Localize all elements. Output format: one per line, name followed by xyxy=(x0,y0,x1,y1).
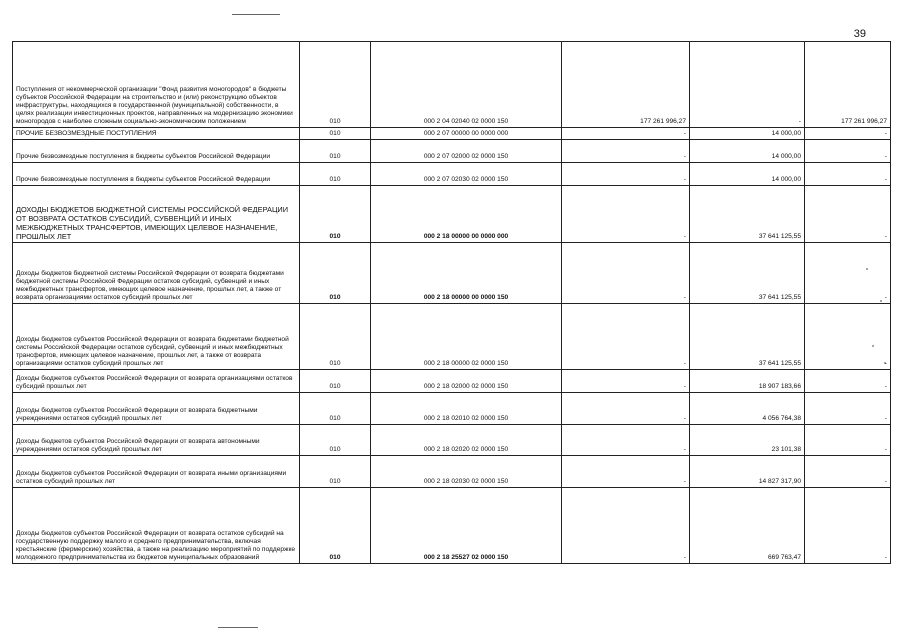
row-name: Доходы бюджетов субъектов Российской Федерации от возврата автономными учреждениями остатков субсидий прошлых лет xyxy=(13,425,300,456)
income-table xyxy=(12,41,891,564)
row-remainder: 177 261 996,27 xyxy=(805,42,891,128)
row-plan: - xyxy=(562,243,690,304)
row-fact: 669 763,47 xyxy=(690,488,805,564)
row-remainder: - xyxy=(805,243,891,304)
row-remainder: - xyxy=(805,304,891,370)
table-row xyxy=(13,42,891,128)
row-code: 010 xyxy=(300,488,371,564)
scan-artifact-line xyxy=(218,627,258,628)
row-plan: - xyxy=(562,304,690,370)
row-kbk: 000 2 18 00000 00 0000 000 xyxy=(371,186,562,243)
row-fact: 18 907 183,66 xyxy=(690,370,805,393)
row-code: 010 xyxy=(300,304,371,370)
table-row xyxy=(13,243,891,304)
row-kbk: 000 2 07 02000 02 0000 150 xyxy=(371,140,562,163)
row-name: Доходы бюджетов субъектов Российской Федерации от возврата остатков субсидий на государственную поддержку малого и среднего предпринимательства, включая крестьянские (фермерские) хозяйства, а также на реализацию мероприятий по поддержке молодежного предпринимательства из бюджетов муниципальных образований xyxy=(13,488,300,564)
row-code: 010 xyxy=(300,140,371,163)
row-code: 010 xyxy=(300,243,371,304)
row-plan: - xyxy=(562,425,690,456)
row-code: 010 xyxy=(300,186,371,243)
row-plan: 177 261 996,27 xyxy=(562,42,690,128)
row-plan: - xyxy=(562,186,690,243)
row-remainder: - xyxy=(805,425,891,456)
table-row xyxy=(13,128,891,140)
row-name: Поступления от некоммерческой организации "Фонд развития моногородов" в бюджеты субъектов Российской Федерации на строительство и (или) реконструкцию объектов инфраструктуры, находящихся в государственной (муниципальной) собственности, в целях реализации инвестиционных проектов, направленных на модернизацию экономики моногородов с наиболее сложным социально-экономическим положением xyxy=(13,42,300,128)
row-remainder: - xyxy=(805,488,891,564)
row-code: 010 xyxy=(300,456,371,488)
table-row xyxy=(13,304,891,370)
row-plan: - xyxy=(562,488,690,564)
row-name: Доходы бюджетов субъектов Российской Федерации от возврата иными организациями остатков субсидий прошлых лет xyxy=(13,456,300,488)
row-kbk: 000 2 18 02030 02 0000 150 xyxy=(371,456,562,488)
row-name: Доходы бюджетов бюджетной системы Российской Федерации от возврата бюджетами бюджетной системы Российской Федерации остатков субсидий, субвенций и иных межбюджетных трансфертов, имеющих целевое назначение, прошлых лет, а также от возврата организациями остатков субсидий прошлых лет xyxy=(13,243,300,304)
row-kbk: 000 2 18 02020 02 0000 150 xyxy=(371,425,562,456)
row-kbk: 000 2 07 02030 02 0000 150 xyxy=(371,163,562,186)
row-remainder: - xyxy=(805,456,891,488)
table-row xyxy=(13,140,891,163)
row-fact: 14 000,00 xyxy=(690,163,805,186)
row-name: Прочие безвозмездные поступления в бюджеты субъектов Российской Федерации xyxy=(13,140,300,163)
table-row xyxy=(13,393,891,425)
row-name: Доходы бюджетов субъектов Российской Федерации от возврата организациями остатков субсидий прошлых лет xyxy=(13,370,300,393)
row-plan: - xyxy=(562,128,690,140)
row-code: 010 xyxy=(300,163,371,186)
table-row xyxy=(13,488,891,564)
row-kbk: 000 2 18 02000 02 0000 150 xyxy=(371,370,562,393)
row-remainder: - xyxy=(805,186,891,243)
row-name: Прочие безвозмездные поступления в бюджеты субъектов Российской Федерации xyxy=(13,163,300,186)
row-code: 010 xyxy=(300,128,371,140)
row-fact: 37 641 125,55 xyxy=(690,186,805,243)
table-row xyxy=(13,425,891,456)
row-kbk: 000 2 18 00000 02 0000 150 xyxy=(371,304,562,370)
row-plan: - xyxy=(562,393,690,425)
row-fact: 14 827 317,90 xyxy=(690,456,805,488)
row-plan: - xyxy=(562,163,690,186)
row-plan: - xyxy=(562,140,690,163)
row-remainder: - xyxy=(805,393,891,425)
row-plan: - xyxy=(562,456,690,488)
table-row xyxy=(13,456,891,488)
row-name: ДОХОДЫ БЮДЖЕТОВ БЮДЖЕТНОЙ СИСТЕМЫ РОССИЙСКОЙ ФЕДЕРАЦИИ ОТ ВОЗВРАТА ОСТАТКОВ СУБСИДИЙ, СУБВЕНЦИЙ И ИНЫХ МЕЖБЮДЖЕТНЫХ ТРАНСФЕРТОВ, ИМЕЮЩИХ ЦЕЛЕВОЕ НАЗНАЧЕНИЕ, ПРОШЛЫХ ЛЕТ xyxy=(13,186,300,243)
row-fact: 23 101,38 xyxy=(690,425,805,456)
row-fact: - xyxy=(690,42,805,128)
row-remainder: - xyxy=(805,163,891,186)
row-name: ПРОЧИЕ БЕЗВОЗМЕЗДНЫЕ ПОСТУПЛЕНИЯ xyxy=(13,128,300,140)
row-code: 010 xyxy=(300,370,371,393)
table-row xyxy=(13,370,891,393)
row-fact: 14 000,00 xyxy=(690,128,805,140)
row-remainder: - xyxy=(805,370,891,393)
scan-artifact-line xyxy=(232,14,280,15)
row-fact: 37 641 125,55 xyxy=(690,304,805,370)
row-kbk: 000 2 04 02040 02 0000 150 xyxy=(371,42,562,128)
row-fact: 4 056 764,38 xyxy=(690,393,805,425)
row-remainder: - xyxy=(805,128,891,140)
row-name: Доходы бюджетов субъектов Российской Федерации от возврата бюджетными учреждениями остатков субсидий прошлых лет xyxy=(13,393,300,425)
row-code: 010 xyxy=(300,42,371,128)
row-fact: 14 000,00 xyxy=(690,140,805,163)
row-fact: 37 641 125,55 xyxy=(690,243,805,304)
page-number: 39 xyxy=(853,28,866,40)
row-code: 010 xyxy=(300,425,371,456)
row-code: 010 xyxy=(300,393,371,425)
row-kbk: 000 2 18 02010 02 0000 150 xyxy=(371,393,562,425)
table-row xyxy=(13,163,891,186)
row-remainder: - xyxy=(805,140,891,163)
row-kbk: 000 2 18 25527 02 0000 150 xyxy=(371,488,562,564)
row-name: Доходы бюджетов субъектов Российской Федерации от возврата бюджетами бюджетной системы Российской Федерации остатков субсидий, субвенций и иных межбюджетных трансфертов, имеющих целевое назначение, прошлых лет, а также от возврата организациями остатков субсидий прошлых лет xyxy=(13,304,300,370)
row-kbk: 000 2 18 00000 00 0000 150 xyxy=(371,243,562,304)
table-row xyxy=(13,186,891,243)
row-plan: - xyxy=(562,370,690,393)
row-kbk: 000 2 07 00000 00 0000 000 xyxy=(371,128,562,140)
